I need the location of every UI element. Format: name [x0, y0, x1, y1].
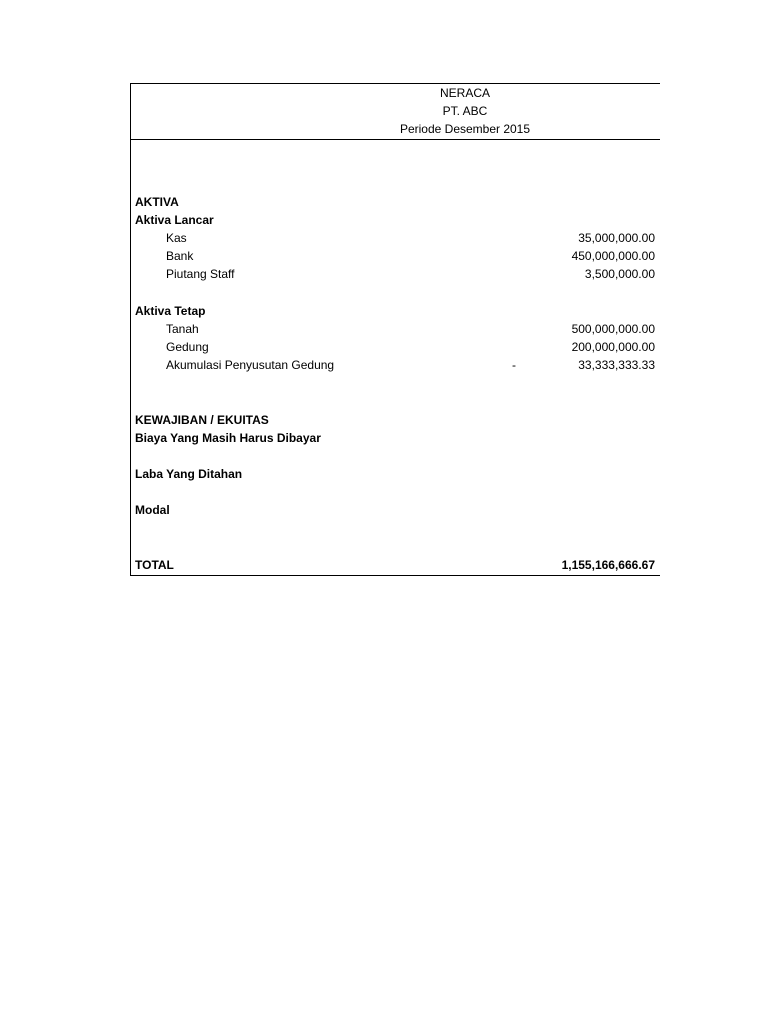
line-item-amount: 3,500,000.00	[584, 267, 655, 281]
line-item-label: Tanah	[166, 322, 199, 336]
line-item-bank	[131, 247, 660, 265]
line-item-piutang-staff	[131, 265, 660, 283]
biaya-row	[131, 429, 660, 447]
line-item-tanah	[131, 320, 660, 338]
biaya-label: Biaya Yang Masih Harus Dibayar	[135, 431, 321, 445]
aktiva-lancar-heading: Aktiva Lancar	[135, 213, 214, 227]
kewajiban-heading-row	[131, 411, 660, 429]
line-item-label: Gedung	[166, 340, 209, 354]
line-item-amount: 450,000,000.00	[571, 249, 655, 263]
modal-row	[131, 501, 660, 519]
aktiva-heading-row	[131, 193, 660, 211]
line-item-label: Akumulasi Penyusutan Gedung	[166, 358, 335, 372]
laba-label: Laba Yang Ditahan	[135, 467, 243, 481]
line-item-amount: 33,333,333.33	[578, 358, 655, 372]
aktiva-heading: AKTIVA	[135, 195, 179, 209]
report-period: Periode Desember 2015	[399, 122, 531, 136]
line-item-label: Bank	[166, 249, 194, 263]
negative-sign: -	[512, 358, 516, 372]
aktiva-tetap-heading-row	[131, 302, 660, 320]
balance-sheet	[130, 83, 660, 576]
total-row	[131, 556, 660, 574]
line-item-akumulasi-penyusutan	[131, 356, 660, 374]
modal-label: Modal	[135, 503, 170, 517]
line-item-amount: 500,000,000.00	[571, 322, 655, 336]
line-item-label: Piutang Staff	[166, 267, 235, 281]
report-header	[131, 84, 660, 140]
laba-row	[131, 465, 660, 483]
report-title: NERACA	[439, 86, 490, 100]
line-item-amount: 35,000,000.00	[578, 231, 655, 245]
line-item-amount: 200,000,000.00	[571, 340, 655, 354]
company-name: PT. ABC	[442, 104, 488, 118]
line-item-gedung	[131, 338, 660, 356]
kewajiban-heading: KEWAJIBAN / EKUITAS	[135, 413, 269, 427]
line-item-label: Kas	[166, 231, 187, 245]
aktiva-tetap-heading: Aktiva Tetap	[135, 304, 206, 318]
total-label: TOTAL	[135, 558, 174, 572]
total-amount: 1,155,166,666.67	[561, 558, 655, 572]
line-item-kas	[131, 229, 660, 247]
aktiva-lancar-heading-row	[131, 211, 660, 229]
